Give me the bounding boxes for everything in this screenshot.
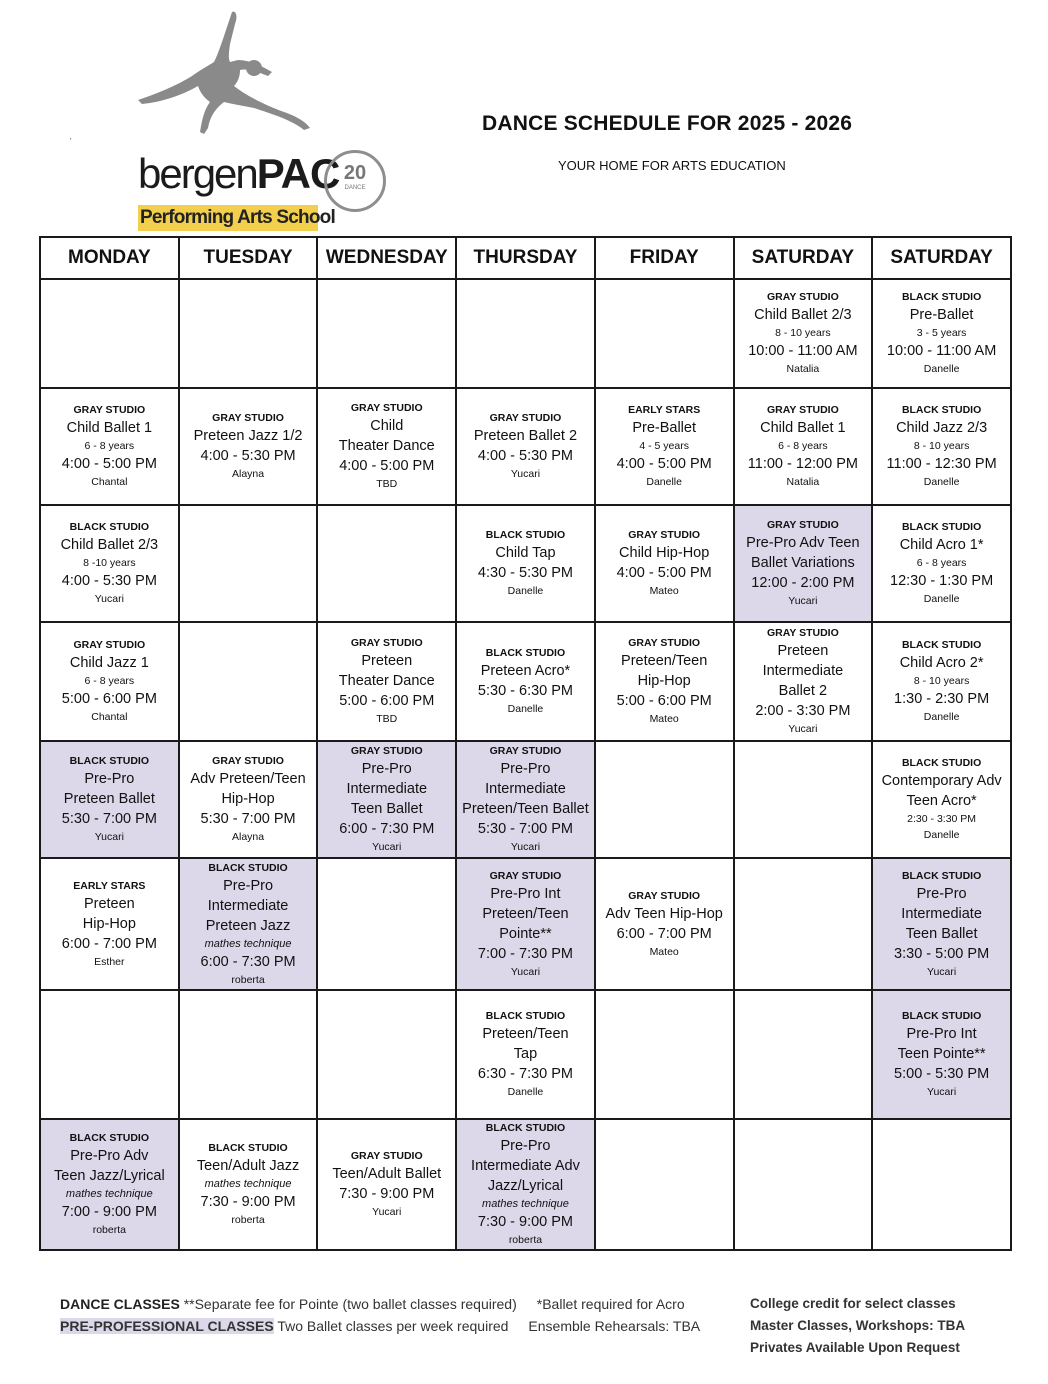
class-cell — [40, 1119, 179, 1250]
class-name: Preteen Ballet 2 — [473, 428, 578, 444]
class-time: 5:00 - 6:00 PM — [61, 691, 157, 707]
class-age: 8 - 10 years — [775, 327, 831, 339]
class-name3: Preteen Jazz — [205, 917, 291, 934]
class-name2: Theater Dance — [338, 438, 435, 454]
class-name2: Theater Dance — [338, 673, 435, 689]
class-teacher: Danelle — [507, 703, 544, 715]
class-teacher: Natalia — [786, 476, 820, 488]
class-time: 7:30 - 9:00 PM — [477, 1214, 574, 1230]
class-cell — [456, 388, 595, 505]
class-studio: GRAY STUDIO — [350, 745, 423, 757]
empty-slot — [179, 990, 318, 1119]
footer-extra-item: Master Classes, Workshops: TBA — [750, 1318, 966, 1333]
class-time: 7:00 - 7:30 PM — [477, 945, 574, 962]
empty-slot — [317, 858, 456, 990]
class-studio: BLACK STUDIO — [69, 1132, 150, 1144]
class-teacher: roberta — [231, 1214, 265, 1226]
empty-slot — [595, 741, 734, 858]
class-studio: BLACK STUDIO — [69, 755, 150, 767]
class-name: Contemporary Adv — [881, 773, 1002, 789]
class-cell — [456, 505, 595, 622]
class-name: Pre-Pro Int — [906, 1026, 977, 1042]
class-teacher: roberta — [231, 973, 265, 986]
class-name2: Intermediate — [485, 781, 566, 797]
day-header: TUESDAY — [179, 237, 318, 279]
class-teacher: Danelle — [507, 1086, 544, 1098]
class-name: Teen/Adult Jazz — [196, 1158, 300, 1174]
class-time: 7:00 - 9:00 PM — [61, 1204, 157, 1220]
class-name: Preteen Acro* — [480, 663, 571, 679]
class-studio: BLACK STUDIO — [69, 521, 150, 533]
class-teacher: Chantal — [91, 711, 128, 723]
schedule-row — [40, 741, 1011, 858]
class-name2: Teen Acro* — [906, 793, 977, 809]
logo-mark: ' — [70, 137, 72, 146]
class-teacher: Chantal — [91, 476, 128, 488]
class-name: Pre-Pro — [361, 761, 412, 777]
class-cell — [40, 505, 179, 622]
class-name2: Hip-Hop — [82, 915, 136, 932]
class-studio: GRAY STUDIO — [212, 755, 284, 767]
class-cell — [317, 1119, 456, 1250]
empty-slot — [456, 279, 595, 388]
class-time: 7:30 - 9:00 PM — [200, 1194, 296, 1210]
class-time: 5:30 - 7:00 PM — [200, 811, 296, 827]
class-name: Preteen — [83, 895, 135, 912]
class-teacher: Alayna — [232, 468, 265, 480]
class-cell — [456, 1119, 595, 1250]
class-studio: GRAY STUDIO — [350, 1150, 423, 1162]
class-cell — [872, 279, 1011, 388]
school-name: Performing Arts School — [138, 205, 318, 231]
class-time: 5:30 - 7:00 PM — [477, 821, 574, 837]
day-header: SATURDAY — [872, 237, 1011, 279]
class-teacher: Yucari — [510, 965, 541, 978]
class-studio: EARLY STARS — [628, 404, 701, 416]
class-name: Child Ballet 1 — [760, 420, 846, 436]
class-teacher: Yucari — [372, 1206, 402, 1218]
class-name: Child Tap — [495, 545, 556, 561]
class-name: Child Jazz 2/3 — [896, 420, 988, 436]
class-name: Child Acro 2* — [899, 655, 984, 671]
class-name: Preteen — [361, 653, 413, 669]
class-name2: Hip-Hop — [221, 791, 275, 807]
class-studio: GRAY STUDIO — [766, 291, 839, 303]
class-cell — [40, 622, 179, 741]
class-teacher: Yucari — [510, 841, 541, 853]
class-teacher: Alayna — [232, 831, 265, 843]
class-time: 5:30 - 6:30 PM — [477, 683, 574, 699]
class-time: 5:00 - 5:30 PM — [894, 1066, 990, 1082]
class-age: 4 - 5 years — [639, 440, 689, 452]
class-name2: Preteen Ballet — [63, 791, 155, 807]
schedule-row — [40, 279, 1011, 388]
class-cell — [179, 741, 318, 858]
class-teacher: Yucari — [372, 841, 402, 853]
class-studio: GRAY STUDIO — [350, 637, 423, 649]
class-time: 6:00 - 7:00 PM — [616, 925, 712, 942]
empty-slot — [734, 741, 873, 858]
class-time: 10:00 - 11:00 AM — [748, 343, 858, 359]
class-time: 6:00 - 7:30 PM — [200, 953, 296, 970]
class-studio: BLACK STUDIO — [208, 1142, 288, 1154]
class-cell — [179, 858, 318, 990]
empty-slot — [595, 990, 734, 1119]
class-name: Adv Preteen/Teen — [190, 771, 306, 787]
class-cell — [595, 622, 734, 741]
class-cell — [734, 279, 873, 388]
class-name: Preteen/Teen — [621, 653, 708, 669]
class-time: 4:00 - 5:00 PM — [339, 458, 435, 474]
class-studio: BLACK STUDIO — [485, 647, 566, 659]
class-age: 8 -10 years — [83, 557, 136, 569]
class-studio: GRAY STUDIO — [628, 529, 701, 541]
schedule-row — [40, 990, 1011, 1119]
class-name: Pre-Pro — [84, 771, 135, 787]
empty-slot — [872, 1119, 1011, 1250]
class-teacher: Yucari — [510, 468, 541, 480]
empty-slot — [317, 990, 456, 1119]
class-time: 6:00 - 7:00 PM — [61, 935, 157, 952]
class-name: Preteen — [777, 643, 829, 659]
class-note: mathes technique — [204, 937, 292, 950]
class-name2: Intermediate Adv — [471, 1158, 580, 1174]
page-title: DANCE SCHEDULE FOR 2025 - 2026 — [482, 112, 853, 135]
class-cell — [456, 622, 595, 741]
class-name3: Preteen/Teen Ballet — [462, 801, 589, 817]
class-teacher: Yucari — [788, 723, 818, 735]
class-age: 8 - 10 years — [913, 675, 970, 687]
class-name: Child Acro 1* — [899, 537, 984, 553]
class-studio: GRAY STUDIO — [489, 745, 562, 757]
class-name3: Teen Ballet — [350, 801, 423, 817]
class-age: 6 - 8 years — [778, 440, 828, 452]
header-row — [40, 237, 1011, 279]
class-name3: Teen Ballet — [905, 925, 978, 942]
class-name2: Teen Jazz/Lyrical — [54, 1168, 165, 1184]
class-studio: BLACK STUDIO — [901, 757, 982, 769]
class-time: 11:00 - 12:30 PM — [886, 456, 997, 472]
class-studio: BLACK STUDIO — [901, 291, 982, 303]
class-age: 8 - 10 years — [913, 440, 970, 452]
class-teacher: Mateo — [649, 713, 679, 725]
class-studio: GRAY STUDIO — [212, 412, 284, 424]
class-age: 2:30 - 3:30 PM — [907, 813, 977, 825]
schedule-table — [39, 236, 1012, 1251]
class-age: 6 - 8 years — [916, 557, 967, 569]
page-subtitle: YOUR HOME FOR ARTS EDUCATION — [558, 158, 786, 173]
class-name2: Tap — [513, 1046, 538, 1062]
class-time: 2:00 - 3:30 PM — [755, 703, 851, 719]
class-cell — [456, 741, 595, 858]
class-name2: Preteen/Teen — [482, 905, 569, 922]
class-name2: Ballet Variations — [751, 555, 855, 571]
class-time: 5:00 - 6:00 PM — [616, 693, 712, 709]
class-teacher: Yucari — [927, 965, 957, 978]
class-age: 6 - 8 years — [84, 440, 135, 452]
class-studio: BLACK STUDIO — [901, 869, 982, 882]
schedule-row — [40, 388, 1011, 505]
class-cell — [456, 990, 595, 1119]
day-header: THURSDAY — [456, 237, 595, 279]
class-studio: GRAY STUDIO — [628, 637, 701, 649]
class-studio: BLACK STUDIO — [901, 1010, 982, 1022]
class-cell — [40, 741, 179, 858]
day-header: FRIDAY — [595, 237, 734, 279]
class-name: Preteen/Teen — [482, 1026, 569, 1042]
class-cell — [456, 858, 595, 990]
schedule-row — [40, 505, 1011, 622]
class-name: Pre-Pro — [500, 761, 551, 777]
class-teacher: Mateo — [649, 585, 679, 597]
class-teacher: TBD — [376, 713, 398, 725]
class-name: Child Ballet 2/3 — [60, 537, 159, 553]
class-cell — [179, 1119, 318, 1250]
class-name: Pre-Ballet — [909, 307, 974, 323]
class-cell — [872, 741, 1011, 858]
class-studio: GRAY STUDIO — [766, 627, 839, 639]
class-time: 12:30 - 1:30 PM — [890, 573, 994, 589]
empty-slot — [734, 1119, 873, 1250]
class-age: 3 - 5 years — [916, 327, 967, 339]
class-teacher: roberta — [508, 1234, 543, 1246]
class-time: 1:30 - 2:30 PM — [894, 691, 990, 707]
class-studio: GRAY STUDIO — [489, 869, 562, 882]
class-teacher: Danelle — [923, 363, 960, 375]
class-time: 3:30 - 5:00 PM — [894, 945, 990, 962]
class-name3: Pointe** — [499, 925, 552, 942]
class-studio: BLACK STUDIO — [901, 404, 982, 416]
empty-slot — [317, 279, 456, 388]
anniversary-badge: 20 DANCE — [324, 150, 386, 212]
class-note: mathes technique — [482, 1198, 569, 1210]
class-cell — [595, 505, 734, 622]
class-studio: BLACK STUDIO — [901, 639, 982, 651]
class-teacher: TBD — [376, 478, 398, 490]
class-studio: GRAY STUDIO — [350, 402, 423, 414]
class-time: 4:00 - 5:30 PM — [200, 448, 296, 464]
class-time: 4:00 - 5:00 PM — [616, 456, 712, 472]
class-cell — [872, 505, 1011, 622]
class-name: Pre-Pro — [500, 1138, 551, 1154]
class-teacher: Danelle — [923, 476, 960, 488]
class-cell — [872, 858, 1011, 990]
class-studio: EARLY STARS — [73, 879, 146, 892]
class-teacher: Danelle — [923, 829, 960, 841]
class-name: Pre-Pro Adv Teen — [746, 535, 860, 551]
class-time: 11:00 - 12:00 PM — [747, 456, 858, 472]
class-cell — [317, 622, 456, 741]
empty-slot — [179, 505, 318, 622]
class-time: 6:30 - 7:30 PM — [477, 1066, 574, 1082]
day-header: WEDNESDAY — [317, 237, 456, 279]
class-studio: BLACK STUDIO — [485, 529, 566, 541]
empty-slot — [595, 1119, 734, 1250]
class-cell — [734, 388, 873, 505]
footer-line-1: DANCE CLASSES **Separate fee for Pointe (two ballet classes required) *Ballet required for Acro — [60, 1296, 685, 1312]
class-teacher: Danelle — [923, 711, 960, 723]
class-time: 4:00 - 5:30 PM — [61, 573, 157, 589]
class-name: Teen/Adult Ballet — [332, 1166, 442, 1182]
class-name: Child Hip-Hop — [619, 545, 710, 561]
class-time: 5:30 - 7:00 PM — [61, 811, 157, 827]
class-age: 6 - 8 years — [84, 675, 135, 687]
class-teacher: Mateo — [649, 945, 679, 958]
class-name2: Intermediate — [901, 905, 982, 922]
bergenpac-logo — [134, 10, 394, 228]
class-name: Pre-Pro — [916, 885, 967, 902]
class-time: 4:00 - 5:30 PM — [477, 448, 574, 464]
class-name: Pre-Pro — [223, 877, 274, 894]
class-cell — [179, 388, 318, 505]
footer-extras — [750, 1293, 965, 1359]
day-header: SATURDAY — [734, 237, 873, 279]
schedule-row — [40, 1119, 1011, 1250]
empty-slot — [40, 279, 179, 388]
class-teacher: Danelle — [646, 476, 682, 488]
class-teacher: Natalia — [786, 363, 820, 375]
class-cell — [40, 858, 179, 990]
class-name: Pre-Ballet — [632, 420, 696, 436]
class-studio: BLACK STUDIO — [485, 1122, 566, 1134]
class-name3: Jazz/Lyrical — [487, 1178, 564, 1194]
class-studio: GRAY STUDIO — [73, 639, 146, 651]
class-studio: GRAY STUDIO — [766, 519, 839, 531]
class-name: Child Ballet 2/3 — [754, 307, 852, 323]
class-cell — [595, 388, 734, 505]
class-name: Pre-Pro Int — [490, 885, 561, 902]
day-header: MONDAY — [40, 237, 179, 279]
class-cell — [872, 388, 1011, 505]
class-name2: Teen Pointe** — [897, 1046, 986, 1062]
class-teacher: Yucari — [927, 1086, 957, 1098]
class-name: Child Ballet 1 — [66, 420, 153, 436]
class-time: 6:00 - 7:30 PM — [339, 821, 435, 837]
class-studio: BLACK STUDIO — [901, 521, 982, 533]
class-name: Child — [370, 418, 404, 434]
class-time: 4:00 - 5:00 PM — [61, 456, 157, 472]
empty-slot — [40, 990, 179, 1119]
class-teacher: Yucari — [94, 831, 124, 843]
empty-slot — [734, 858, 873, 990]
class-time: 7:30 - 9:00 PM — [339, 1186, 435, 1202]
class-teacher: Yucari — [94, 593, 124, 605]
schedule-row — [40, 622, 1011, 741]
class-cell — [872, 622, 1011, 741]
class-cell — [317, 741, 456, 858]
class-cell — [317, 388, 456, 505]
class-name3: Ballet 2 — [778, 683, 828, 699]
footer-line-2: PRE-PROFESSIONAL CLASSES Two Ballet classes per week required Ensemble Rehearsals: TBA — [60, 1318, 701, 1334]
class-name2: Hip-Hop — [637, 673, 691, 689]
class-name: Pre-Pro Adv — [70, 1148, 149, 1164]
footer-extra-item: Privates Available Upon Request — [750, 1340, 960, 1355]
class-teacher: Danelle — [923, 593, 960, 605]
class-name: Child Jazz 1 — [69, 655, 149, 671]
class-name: Adv Teen Hip-Hop — [605, 905, 723, 922]
class-time: 4:00 - 5:00 PM — [616, 565, 712, 581]
empty-slot — [179, 279, 318, 388]
class-name2: Intermediate — [762, 663, 844, 679]
class-name: Preteen Jazz 1/2 — [193, 428, 303, 444]
class-time: 4:30 - 5:30 PM — [477, 565, 574, 581]
class-studio: GRAY STUDIO — [766, 404, 839, 416]
class-cell — [872, 990, 1011, 1119]
empty-slot — [595, 279, 734, 388]
class-cell — [40, 388, 179, 505]
class-studio: BLACK STUDIO — [208, 861, 288, 874]
class-teacher: Danelle — [507, 585, 544, 597]
class-teacher: roberta — [92, 1224, 126, 1236]
class-note: mathes technique — [204, 1178, 292, 1190]
class-teacher: Yucari — [788, 595, 818, 607]
empty-slot — [179, 622, 318, 741]
class-name2: Intermediate — [346, 781, 428, 797]
empty-slot — [734, 990, 873, 1119]
class-cell — [734, 505, 873, 622]
class-time: 10:00 - 11:00 AM — [886, 343, 997, 359]
class-cell — [734, 622, 873, 741]
footer-extra-item: College credit for select classes — [750, 1296, 956, 1311]
class-time: 5:00 - 6:00 PM — [339, 693, 435, 709]
class-studio: BLACK STUDIO — [485, 1010, 566, 1022]
class-teacher: Esther — [94, 955, 125, 968]
class-note: mathes technique — [65, 1188, 153, 1200]
class-studio: GRAY STUDIO — [73, 404, 146, 416]
brand-name: bergenPAC — [138, 150, 340, 197]
class-studio: GRAY STUDIO — [628, 889, 701, 902]
schedule-row — [40, 858, 1011, 990]
class-name2: Intermediate — [207, 897, 289, 914]
footer-notes — [60, 1293, 700, 1337]
dancer-silhouette-icon — [134, 10, 324, 138]
class-cell — [595, 858, 734, 990]
class-time: 12:00 - 2:00 PM — [751, 575, 855, 591]
empty-slot — [317, 505, 456, 622]
class-studio: GRAY STUDIO — [489, 412, 562, 424]
